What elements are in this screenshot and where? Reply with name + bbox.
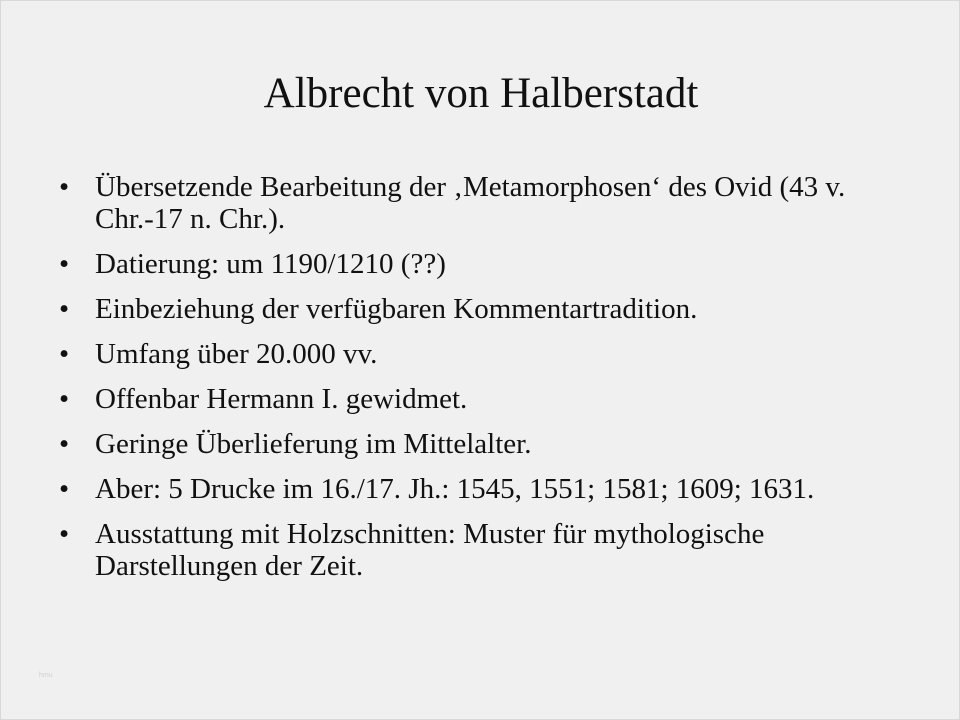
bullet-icon: • [59,293,70,325]
bullet-list [59,171,909,595]
bullet-item [59,383,909,415]
bullet-text: Geringe Überlieferung im Mittelalter. [95,428,532,460]
bullet-icon: • [59,473,70,505]
bullet-icon: • [59,518,70,550]
bullet-text: Offenbar Hermann I. gewidmet. [95,383,468,415]
bullet-item [59,248,909,280]
bullet-icon: • [59,338,70,370]
bullet-text: Datierung: um 1190/1210 (??) [95,248,446,280]
bullet-icon: • [59,383,70,415]
bullet-icon: • [59,248,70,280]
bullet-text: Übersetzende Bearbeitung der ‚Metamorphosen‘ des Ovid (43 v. Chr.-17 n. Chr.). [95,171,846,235]
bullet-item [59,473,909,505]
bullet-text: Ausstattung mit Holzschnitten: Muster für mythologische Darstellungen der Zeit. [95,518,765,582]
bullet-item [59,518,909,582]
bullet-icon: • [59,428,70,460]
bullet-text: Aber: 5 Drucke im 16./17. Jh.: 1545, 1551; 1581; 1609; 1631. [95,473,815,505]
bullet-item [59,428,909,460]
footer-mark: hmu [39,672,53,679]
bullet-icon: • [59,171,70,203]
bullet-item [59,338,909,370]
bullet-text: Einbeziehung der verfügbaren Kommentartradition. [95,293,698,325]
bullet-text: Umfang über 20.000 vv. [95,338,378,370]
slide-title: Albrecht von Halberstadt [263,70,699,117]
bullet-item [59,293,909,325]
bullet-item [59,171,909,235]
